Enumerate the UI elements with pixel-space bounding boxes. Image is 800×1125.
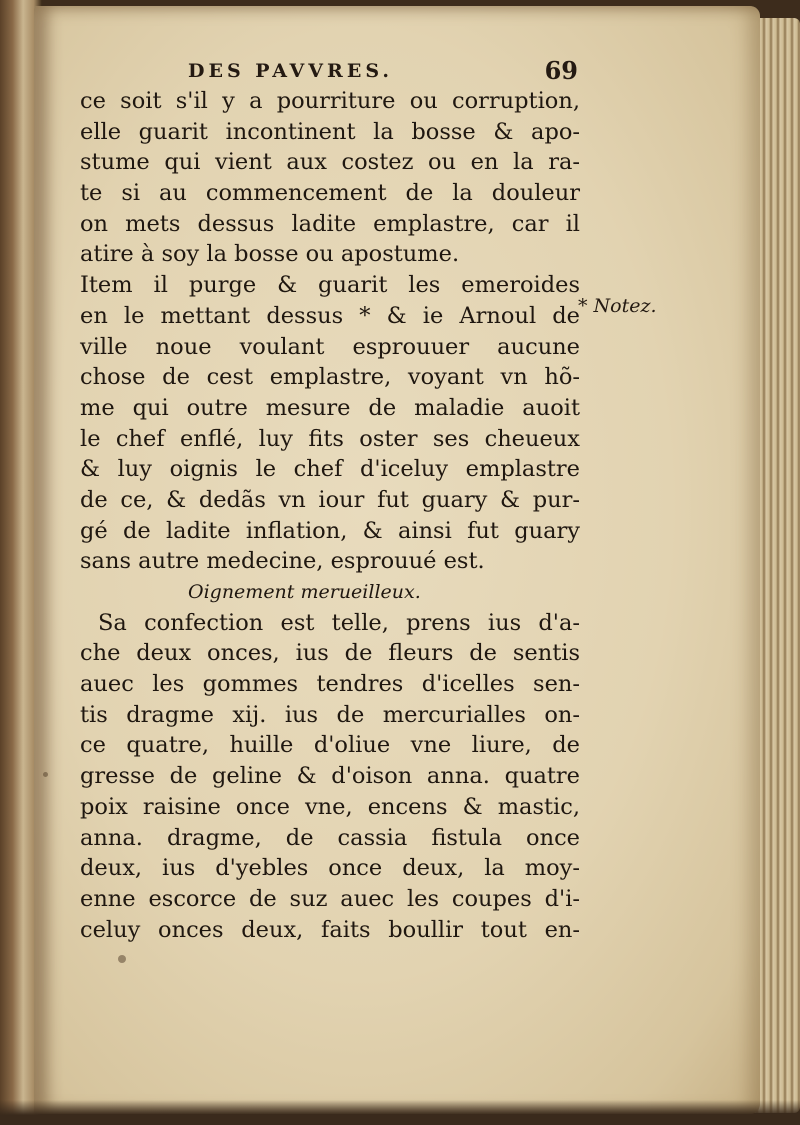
ink-stain [43,772,48,777]
text-line: che deux onces, ius de fleurs de sentis [80,640,580,667]
text-line: en le mettant dessus * & ie Arnoul de [80,302,580,329]
text-line: auec les gommes tendres d'icelles sen- [80,671,580,698]
body-text [80,86,580,945]
text-line: deux, ius d'yebles once deux, la moy- [80,855,580,882]
text-line: me qui outre mesure de maladie auoit [80,394,580,421]
marginal-note: * Notez. [578,295,657,317]
text-line: tis dragme xij. ius de mercurialles on- [80,701,580,728]
section-heading: Oignement merueilleux. [188,581,421,603]
text-line: enne escorce de suz auec les coupes d'i- [80,885,580,912]
text-line: le chef enflé, luy fits oster ses cheueux [80,425,580,452]
text-line: celuy onces deux, faits boullir tout en- [80,916,580,943]
scan-bottom-edge [0,1100,800,1125]
text-line: ce soit s'il y a pourriture ou corruption, [80,88,580,114]
text-line: stume qui vient aux costez ou en la ra- [80,149,580,176]
text-line: & luy oignis le chef d'iceluy emplastre [80,456,580,483]
text-line: ce quatre, huille d'oliue vne liure, de [80,732,580,759]
page-number: 69 [544,56,578,85]
text-line: atire à soy la bosse ou apostume. [80,241,460,268]
running-head: DES PAVVRES. [188,60,393,82]
text-line: anna. dragme, de cassia fistula once [80,824,580,851]
text-line: sans autre medecine, esprouué est. [80,548,485,575]
ink-stain [118,955,126,963]
text-line: elle guarit incontinent la bosse & apo- [80,118,580,145]
text-line: Item il purge & guarit les emeroides [80,272,580,299]
page-header [188,58,578,88]
text-line: on mets dessus ladite emplastre, car il [80,210,580,237]
text-line: te si au commencement de la douleur [80,180,580,207]
text-line: de ce, & dedãs vn iour fut guary & pur- [80,486,580,513]
text-line: chose de cest emplastre, voyant vn hõ- [80,364,580,391]
text-line: gé de ladite inflation, & ainsi fut guary [80,517,580,544]
text-line: ville noue voulant esprouuer aucune [80,333,580,360]
text-line: poix raisine once vne, encens & mastic, [80,793,580,820]
text-line: gresse de geline & d'oison anna. quatre [80,763,580,790]
text-line: Sa confection est telle, prens ius d'a- [98,609,580,636]
